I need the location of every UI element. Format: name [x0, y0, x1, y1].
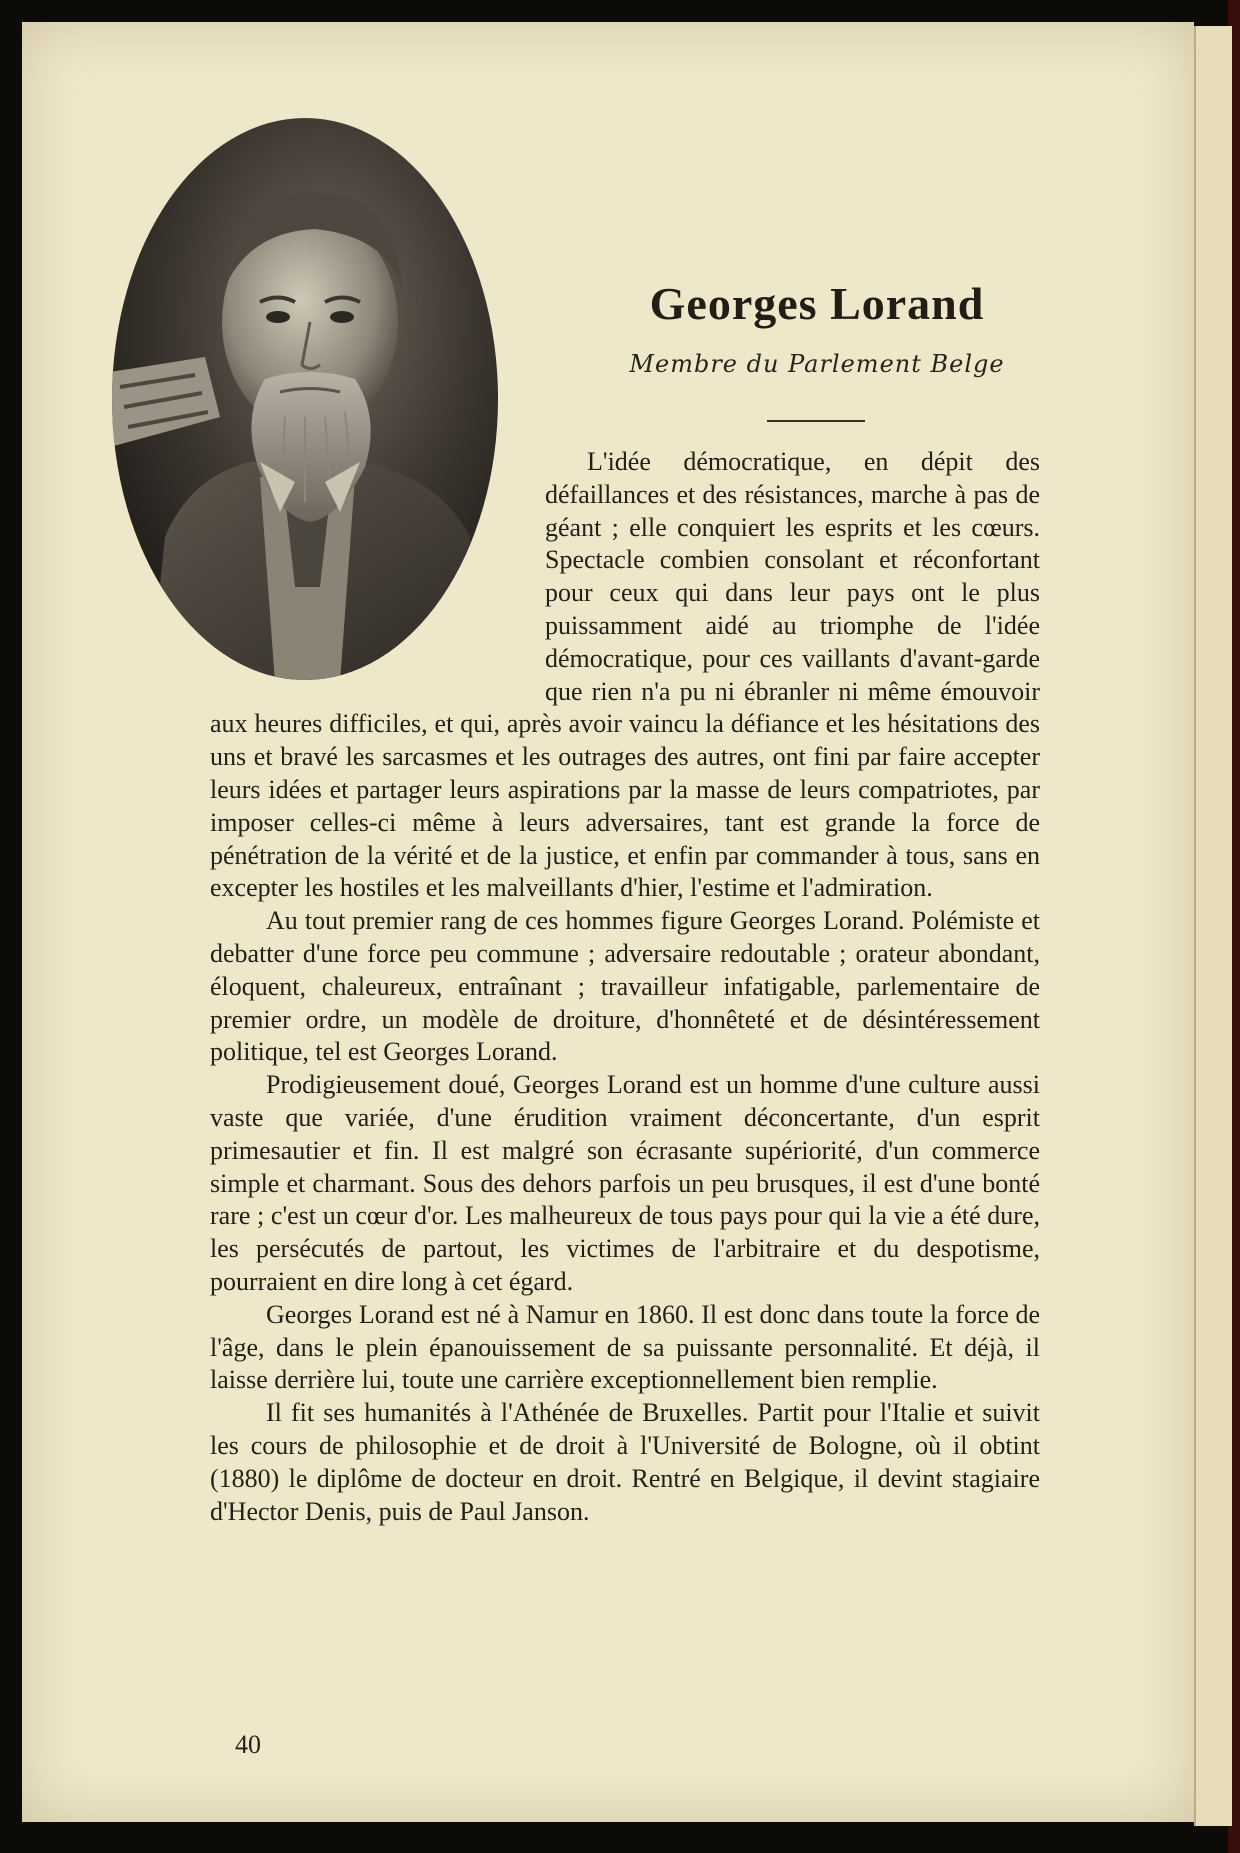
article-body — [210, 446, 1040, 1528]
next-page-edge — [1194, 26, 1232, 1826]
portrait-wrap-space — [210, 446, 545, 708]
article-title: Georges Lorand — [649, 278, 985, 329]
paragraph-5: Il fit ses humanités à l'Athénée de Bruxelles. Partit pour l'Italie et suivit les cours de philosophie et de droit à l'Université de Bologne, où il obtint (1880) le diplôme de docteur en droit. Rentré en Belgique, il devint stagiaire d'Hector Denis, puis de Paul Janson. — [210, 1398, 1040, 1526]
paragraph-4: Georges Lorand est né à Namur en 1860. Il est donc dans toute la force de l'âge, dans le plein épanouissement de sa puissante personnalité. Et déjà, il laisse derrière lui, toute une carrière exceptionnellement bien remplie. — [210, 1299, 1040, 1395]
title-rule — [767, 420, 865, 422]
page-number: 40 — [235, 1730, 261, 1759]
paragraph-2: Au tout premier rang de ces hommes figure Georges Lorand. Polémiste et debatter d'une force peu commune ; adversaire redoutable ; orateur abondant, éloquent, chaleureux, entraînant ; travailleur infatigable, parlementaire de premier ordre, un modèle de droiture, d'honnêteté et de désintéressement politique, tel est Georges Lorand. — [210, 906, 1040, 1067]
article-subtitle: Membre du Parlement Belge — [629, 350, 1005, 378]
paragraph-1: L'idée démocratique, en dépit des défaillances et des résistances, marche à pas de géant ; elle conquiert les esprits et les cœurs. Spectacle combien consolant et réconfortant pour ceux qui dans leur pays ont le plus puissamment aidé au triomphe de l'idée démocratique, pour ces vaillants d'avant-garde que rien n'a pu ni ébranler ni même émouvoir aux heures difficiles, et qui, après avoir vaincu la défiance et les hésitations des uns et bravé les sarcasmes et les outrages des autres, ont fini par faire accepter leurs idées et partager leurs aspirations par la masse de leurs compatriotes, par imposer celles-ci même à leurs adversaires, tant est grande la force de pénétration de la vérité et de la justice, et enfin par commander à tous, sans en excepter les hostiles et les malveillants d'hier, l'estime et l'admiration. — [210, 447, 1040, 903]
paragraph-3: Prodigieusement doué, Georges Lorand est un homme d'une culture aussi vaste que variée, d'une érudition vraiment déconcertante, d'un esprit primesautier et fin. Il est malgré son écrasante supériorité, d'un commerce simple et charmant. Sous des dehors parfois un peu brusques, il est d'une bonté rare ; c'est un cœur d'or. Les malheureux de tous pays pour qui la vie a été dure, les persécutés de partout, les victimes de l'arbitraire et du despotisme, pourraient en dire long à cet égard. — [210, 1070, 1040, 1296]
